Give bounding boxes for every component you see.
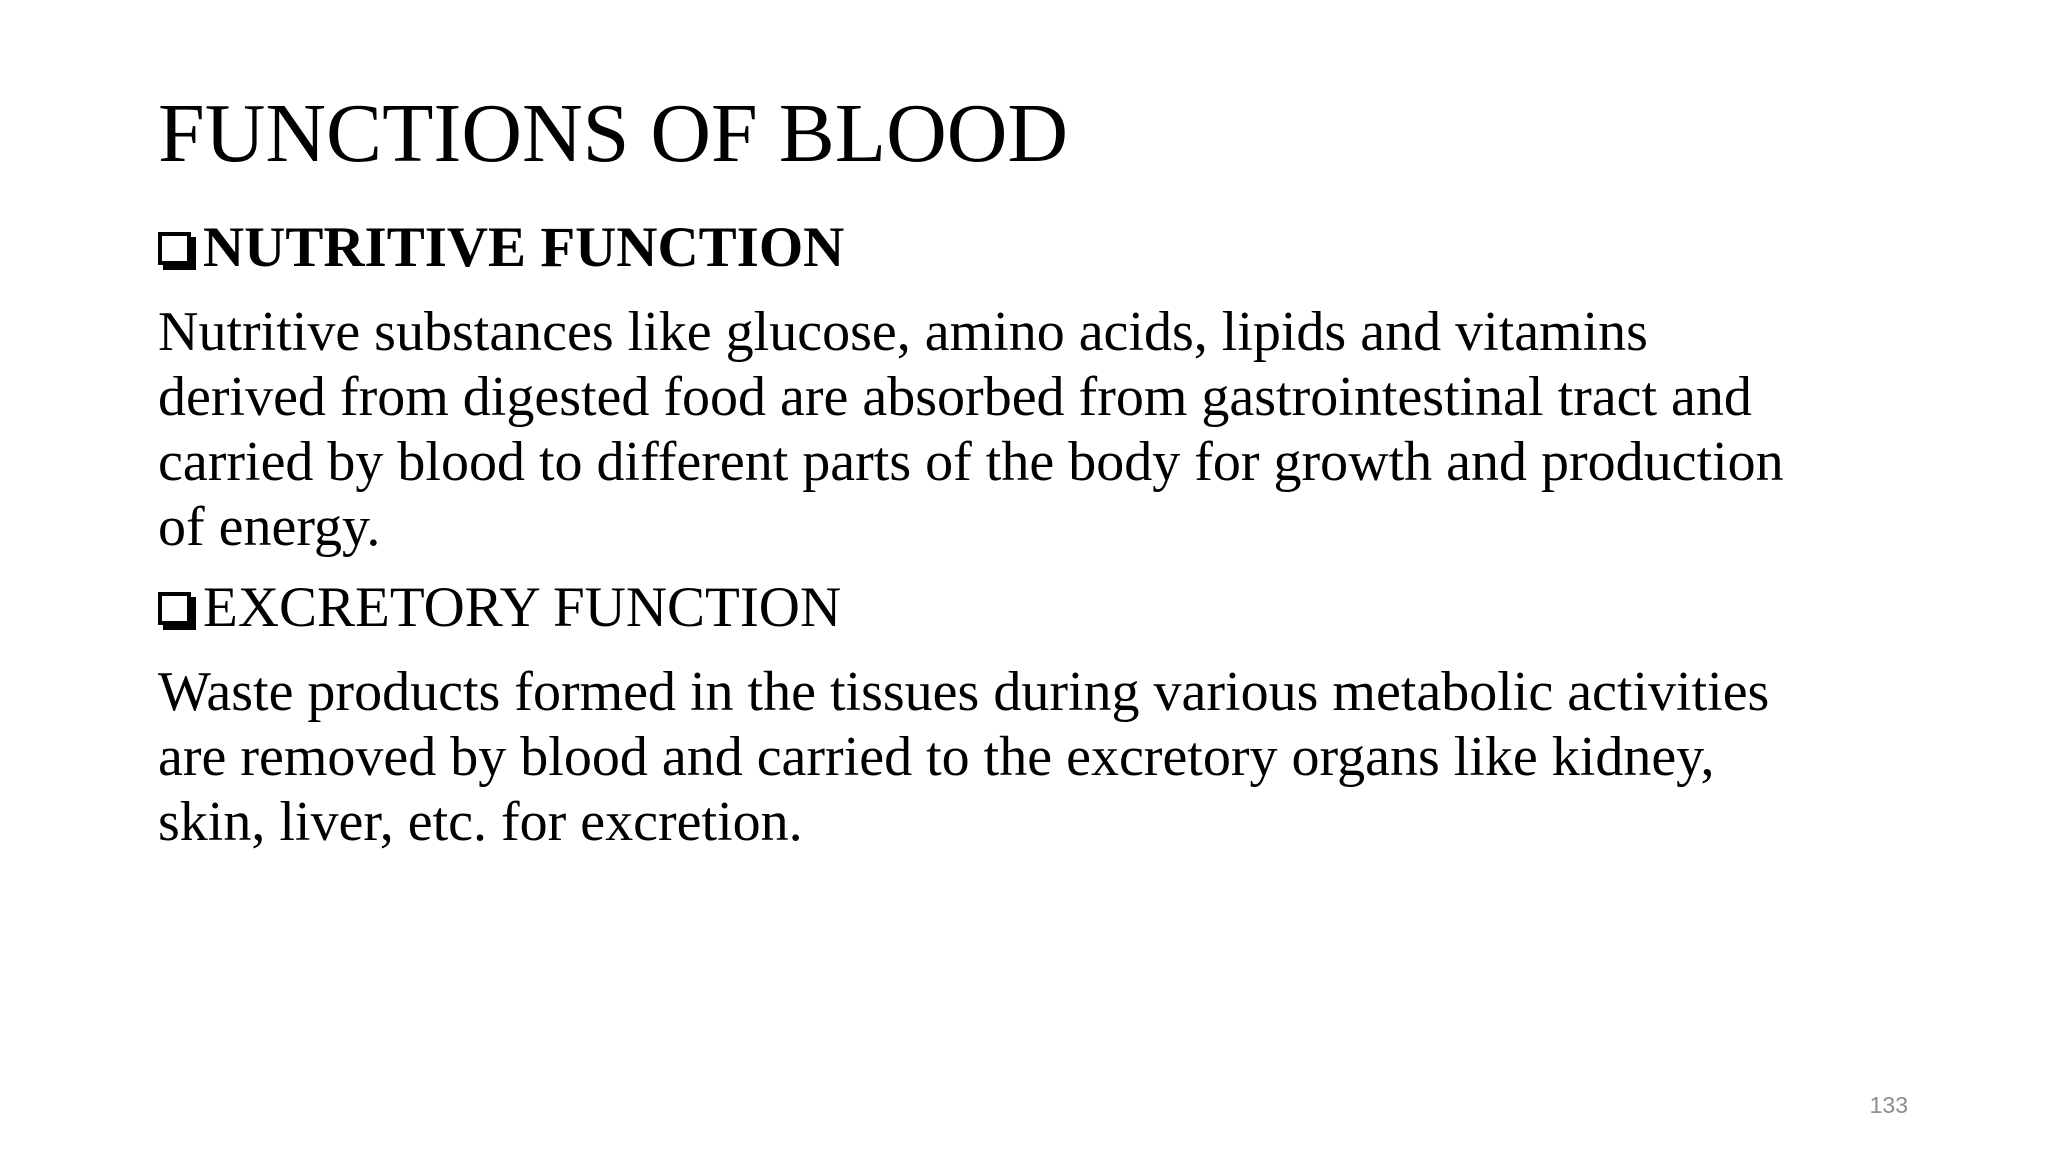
slide-title: FUNCTIONS OF BLOOD [158,87,1069,180]
body-line: derived from digested food are absorbed from gastrointestinal tract and [158,365,1752,428]
body-line: Nutritive substances like glucose, amino acids, lipids and vitamins [158,300,1648,363]
section-heading-label: EXCRETORY FUNCTION [203,575,842,639]
section-heading-nutritive [158,218,1918,278]
section-heading-excretory [158,575,1918,639]
body-line: Waste products formed in the tissues during various metabolic activities [158,660,1770,723]
body-line: of energy. [158,495,381,558]
checkbox-bullet-icon [158,592,191,625]
checkbox-bullet-icon [158,232,191,265]
section-body-nutritive [158,300,1918,560]
section-heading-label: NUTRITIVE FUNCTION [203,216,845,279]
body-line: skin, liver, etc. for excretion. [158,790,803,853]
section-body-excretory [158,660,1918,855]
slide-content [158,218,1918,855]
body-line: carried by blood to different parts of the body for growth and production [158,430,1784,493]
page-number: 133 [1869,1092,1908,1118]
body-line: are removed by blood and carried to the excretory organs like kidney, [158,725,1715,788]
